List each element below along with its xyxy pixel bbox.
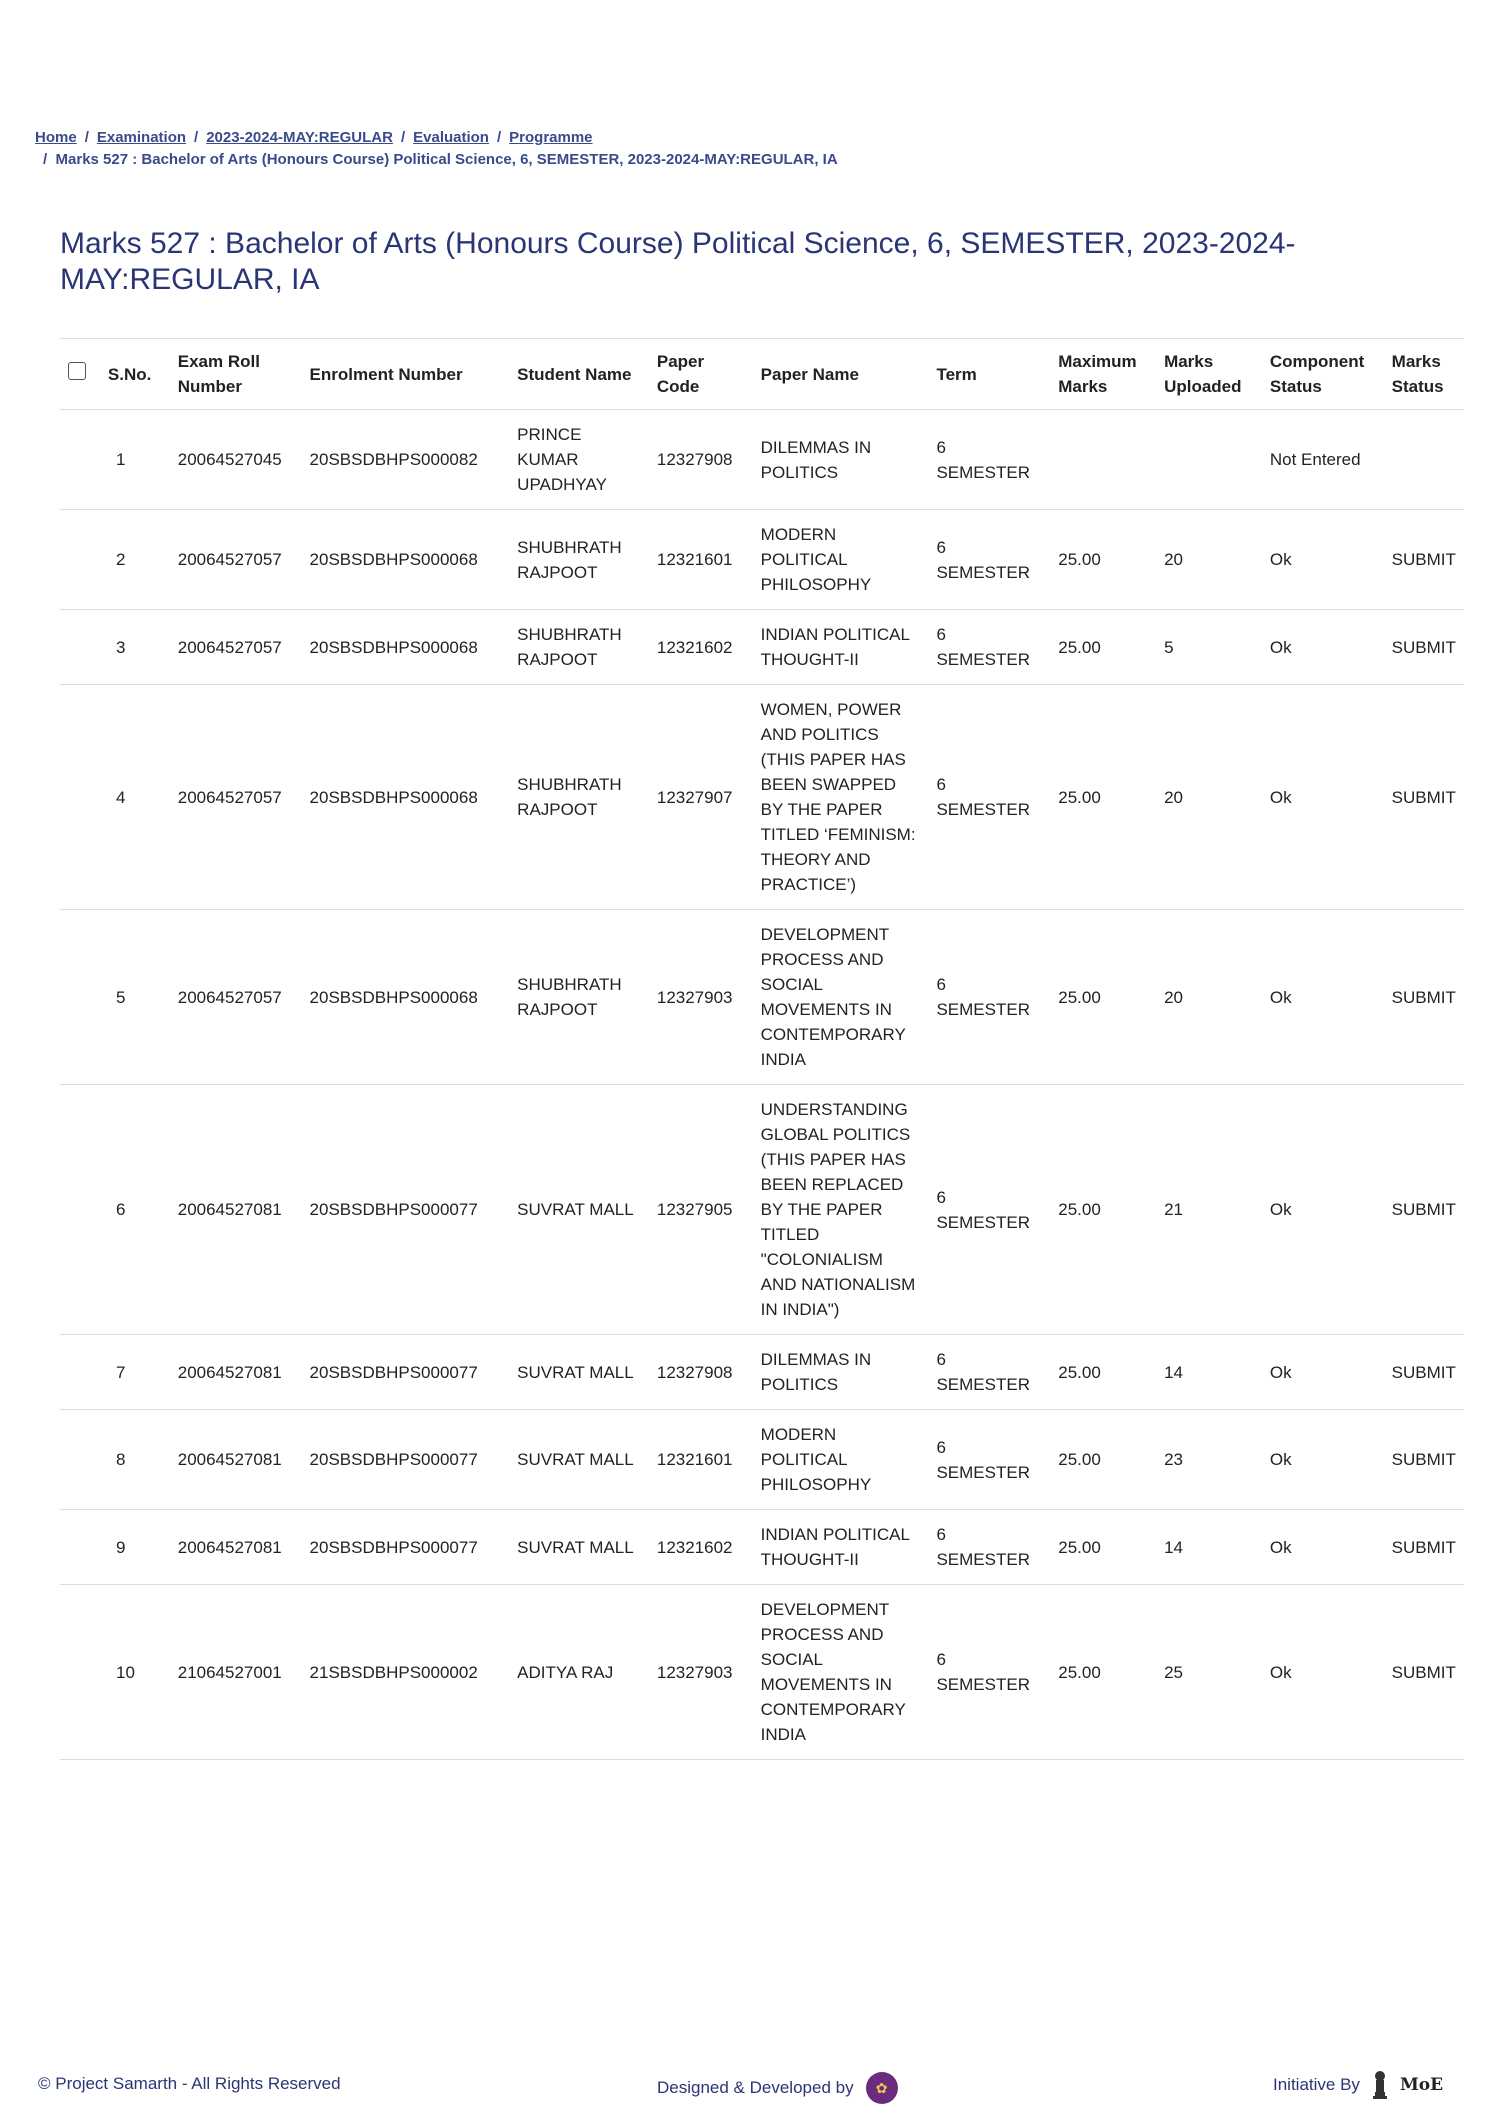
table-row: [60, 1585, 1464, 1760]
paper-code-cell: 12321601: [649, 510, 753, 610]
header-exam-roll: Exam Roll Number: [170, 339, 302, 410]
marks-uploaded-cell: 25: [1156, 1585, 1262, 1760]
page-title: Marks 527 : Bachelor of Arts (Honours Course) Political Science, 6, SEMESTER, 2023-2024-MAY:REGULAR, IA: [60, 227, 1296, 296]
breadcrumb-home[interactable]: Home: [35, 129, 77, 146]
student-name-cell: SUVRAT MALL: [509, 1085, 649, 1335]
marks-table: [60, 338, 1464, 1760]
paper-code-cell: 12321601: [649, 1410, 753, 1510]
term-cell: 6 SEMESTER: [928, 1410, 1050, 1510]
marks-status-cell: SUBMIT: [1384, 685, 1464, 910]
maximum-marks-cell: 25.00: [1050, 610, 1156, 685]
paper-code-cell: 12321602: [649, 610, 753, 685]
student-name-cell: SUVRAT MALL: [509, 1335, 649, 1410]
paper-code-cell: 12327903: [649, 1585, 753, 1760]
enrolment-cell: 20SBSDBHPS000082: [302, 410, 510, 510]
marks-uploaded-cell: 20: [1156, 685, 1262, 910]
breadcrumb-programme[interactable]: Programme: [509, 129, 593, 146]
exam-roll-cell: 21064527001: [170, 1585, 302, 1760]
marks-uploaded-cell: 14: [1156, 1335, 1262, 1410]
exam-roll-cell: 20064527081: [170, 1085, 302, 1335]
breadcrumb: [35, 127, 838, 171]
paper-code-cell: 12327908: [649, 1335, 753, 1410]
header-term: Term: [928, 339, 1050, 410]
table-row: [60, 1085, 1464, 1335]
sno-cell: 5: [60, 910, 170, 1085]
paper-code-cell: 12327905: [649, 1085, 753, 1335]
table-row: [60, 1335, 1464, 1410]
paper-name-cell: MODERN POLITICAL PHILOSOPHY: [753, 1410, 929, 1510]
component-status-cell: Ok: [1262, 1085, 1384, 1335]
breadcrumb-separator: /: [194, 129, 199, 146]
paper-name-cell: INDIAN POLITICAL THOUGHT-II: [753, 610, 929, 685]
marks-status-cell: [1384, 410, 1464, 510]
marks-uploaded-cell: 21: [1156, 1085, 1262, 1335]
maximum-marks-cell: 25.00: [1050, 1585, 1156, 1760]
marks-uploaded-cell: 20: [1156, 510, 1262, 610]
table-header-row: [60, 339, 1464, 410]
table-row: [60, 510, 1464, 610]
marks-status-cell: SUBMIT: [1384, 1335, 1464, 1410]
enrolment-cell: 20SBSDBHPS000077: [302, 1410, 510, 1510]
breadcrumb-separator: /: [84, 129, 89, 146]
paper-name-cell: DILEMMAS IN POLITICS: [753, 410, 929, 510]
enrolment-cell: 20SBSDBHPS000077: [302, 1510, 510, 1585]
table-row: [60, 1410, 1464, 1510]
term-cell: 6 SEMESTER: [928, 1510, 1050, 1585]
marks-uploaded-cell: 20: [1156, 910, 1262, 1085]
component-status-cell: Ok: [1262, 610, 1384, 685]
header-marks-status: Marks Status: [1384, 339, 1464, 410]
paper-name-cell: DEVELOPMENT PROCESS AND SOCIAL MOVEMENTS IN CONTEMPORARY INDIA: [753, 1585, 929, 1760]
header-sno: S.No.: [100, 339, 170, 410]
enrolment-cell: 20SBSDBHPS000068: [302, 610, 510, 685]
term-cell: 6 SEMESTER: [928, 510, 1050, 610]
component-status-cell: Ok: [1262, 1410, 1384, 1510]
enrolment-cell: 21SBSDBHPS000002: [302, 1585, 510, 1760]
student-name-cell: SHUBHRATH RAJPOOT: [509, 510, 649, 610]
marks-uploaded-cell: [1156, 410, 1262, 510]
breadcrumb-line: [35, 149, 838, 171]
maximum-marks-cell: 25.00: [1050, 1335, 1156, 1410]
enrolment-cell: 20SBSDBHPS000077: [302, 1335, 510, 1410]
breadcrumb-examination[interactable]: Examination: [96, 129, 187, 146]
sno-cell: 1: [60, 410, 170, 510]
national-emblem-icon: [1370, 2068, 1390, 2102]
enrolment-cell: 20SBSDBHPS000068: [302, 510, 510, 610]
header-marks-uploaded: Marks Uploaded: [1156, 339, 1262, 410]
sno-cell: 6: [60, 1085, 170, 1335]
marks-status-cell: SUBMIT: [1384, 910, 1464, 1085]
university-seal-icon[interactable]: ✿: [866, 2072, 898, 2104]
breadcrumb-separator: /: [496, 129, 502, 146]
exam-roll-cell: 20064527081: [170, 1410, 302, 1510]
student-name-cell: SHUBHRATH RAJPOOT: [509, 610, 649, 685]
term-cell: 6 SEMESTER: [928, 1335, 1050, 1410]
student-name-cell: SHUBHRATH RAJPOOT: [509, 910, 649, 1085]
student-name-cell: PRINCE KUMAR UPADHYAY: [509, 410, 649, 510]
component-status-cell: Ok: [1262, 910, 1384, 1085]
marks-uploaded-cell: 23: [1156, 1410, 1262, 1510]
footer-copyright: © Project Samarth - All Rights Reserved: [38, 2074, 341, 2093]
header-paper-name: Paper Name: [753, 339, 929, 410]
term-cell: 6 SEMESTER: [928, 910, 1050, 1085]
component-status-cell: Ok: [1262, 1510, 1384, 1585]
component-status-cell: Not Entered: [1262, 410, 1384, 510]
paper-name-cell: MODERN POLITICAL PHILOSOPHY: [753, 510, 929, 610]
breadcrumb-separator: /: [400, 129, 406, 146]
table-row: [60, 910, 1464, 1085]
sno-cell: 2: [60, 510, 170, 610]
header-enrolment: Enrolment Number: [302, 339, 510, 410]
sno-cell: 7: [60, 1335, 170, 1410]
paper-name-cell: DEVELOPMENT PROCESS AND SOCIAL MOVEMENTS IN CONTEMPORARY INDIA: [753, 910, 929, 1085]
component-status-cell: Ok: [1262, 685, 1384, 910]
marks-status-cell: SUBMIT: [1384, 510, 1464, 610]
paper-name-cell: INDIAN POLITICAL THOUGHT-II: [753, 1510, 929, 1585]
checkbox-icon[interactable]: [68, 362, 86, 380]
breadcrumb-evaluation[interactable]: Evaluation: [413, 129, 489, 146]
enrolment-cell: 20SBSDBHPS000068: [302, 685, 510, 910]
exam-roll-cell: 20064527057: [170, 610, 302, 685]
paper-code-cell: 12321602: [649, 1510, 753, 1585]
paper-code-cell: 12327907: [649, 685, 753, 910]
marks-status-cell: SUBMIT: [1384, 1510, 1464, 1585]
header-student-name: Student Name: [509, 339, 649, 410]
marks-status-cell: SUBMIT: [1384, 1410, 1464, 1510]
select-all-cell: [60, 339, 100, 410]
marks-uploaded-cell: 14: [1156, 1510, 1262, 1585]
paper-name-cell: UNDERSTANDING GLOBAL POLITICS (THIS PAPER HAS BEEN REPLACED BY THE PAPER TITLED "COLONIALISM AND NATIONALISM IN INDIA"): [753, 1085, 929, 1335]
marks-status-cell: SUBMIT: [1384, 1585, 1464, 1760]
breadcrumb-separator: /: [43, 151, 48, 168]
sno-cell: 4: [60, 685, 170, 910]
student-name-cell: ADITYA RAJ: [509, 1585, 649, 1760]
table-row: [60, 410, 1464, 510]
paper-code-cell: 12327903: [649, 910, 753, 1085]
footer-designed-label: Designed & Developed by: [657, 2078, 854, 2097]
student-name-cell: SUVRAT MALL: [509, 1510, 649, 1585]
term-cell: 6 SEMESTER: [928, 610, 1050, 685]
exam-roll-cell: 20064527081: [170, 1510, 302, 1585]
exam-roll-cell: 20064527057: [170, 910, 302, 1085]
maximum-marks-cell: 25.00: [1050, 910, 1156, 1085]
enrolment-cell: 20SBSDBHPS000068: [302, 910, 510, 1085]
maximum-marks-cell: 25.00: [1050, 1085, 1156, 1335]
maximum-marks-cell: 25.00: [1050, 685, 1156, 910]
sno-cell: 3: [60, 610, 170, 685]
sno-cell: 9: [60, 1510, 170, 1585]
term-cell: 6 SEMESTER: [928, 685, 1050, 910]
maximum-marks-cell: 25.00: [1050, 510, 1156, 610]
component-status-cell: Ok: [1262, 1585, 1384, 1760]
exam-roll-cell: 20064527081: [170, 1335, 302, 1410]
footer-initiative-label: Initiative By: [1273, 2075, 1360, 2094]
term-cell: 6 SEMESTER: [928, 1585, 1050, 1760]
table-row: [60, 1510, 1464, 1585]
term-cell: 6 SEMESTER: [928, 410, 1050, 510]
table-row: [60, 610, 1464, 685]
breadcrumb-line: [35, 127, 838, 149]
breadcrumb-session[interactable]: 2023-2024-MAY:REGULAR: [206, 129, 393, 146]
paper-name-cell: DILEMMAS IN POLITICS: [753, 1335, 929, 1410]
marks-status-cell: SUBMIT: [1384, 1085, 1464, 1335]
maximum-marks-cell: [1050, 410, 1156, 510]
exam-roll-cell: 20064527057: [170, 510, 302, 610]
sno-cell: 10: [60, 1585, 170, 1760]
moe-logo-text: MoE: [1399, 2075, 1444, 2095]
header-maximum-marks: Maximum Marks: [1050, 339, 1156, 410]
component-status-cell: Ok: [1262, 510, 1384, 610]
breadcrumb-current: Marks 527 : Bachelor of Arts (Honours Course) Political Science, 6, SEMESTER, 2023-2024-MAY:REGULAR, IA: [55, 151, 838, 168]
paper-code-cell: 12327908: [649, 410, 753, 510]
marks-uploaded-cell: 5: [1156, 610, 1262, 685]
term-cell: 6 SEMESTER: [928, 1085, 1050, 1335]
header-paper-code: Paper Code: [649, 339, 753, 410]
sno-cell: 8: [60, 1410, 170, 1510]
header-component-status: Component Status: [1262, 339, 1384, 410]
footer-initiative: [1273, 2068, 1443, 2102]
exam-roll-cell: 20064527045: [170, 410, 302, 510]
table-row: [60, 685, 1464, 910]
maximum-marks-cell: 25.00: [1050, 1410, 1156, 1510]
maximum-marks-cell: 25.00: [1050, 1510, 1156, 1585]
exam-roll-cell: 20064527057: [170, 685, 302, 910]
footer-designed: [657, 2072, 898, 2104]
marks-status-cell: SUBMIT: [1384, 610, 1464, 685]
student-name-cell: SUVRAT MALL: [509, 1410, 649, 1510]
component-status-cell: Ok: [1262, 1335, 1384, 1410]
paper-name-cell: WOMEN, POWER AND POLITICS (THIS PAPER HAS BEEN SWAPPED BY THE PAPER TITLED ‘FEMINISM: THEORY AND PRACTICE’): [753, 685, 929, 910]
student-name-cell: SHUBHRATH RAJPOOT: [509, 685, 649, 910]
enrolment-cell: 20SBSDBHPS000077: [302, 1085, 510, 1335]
